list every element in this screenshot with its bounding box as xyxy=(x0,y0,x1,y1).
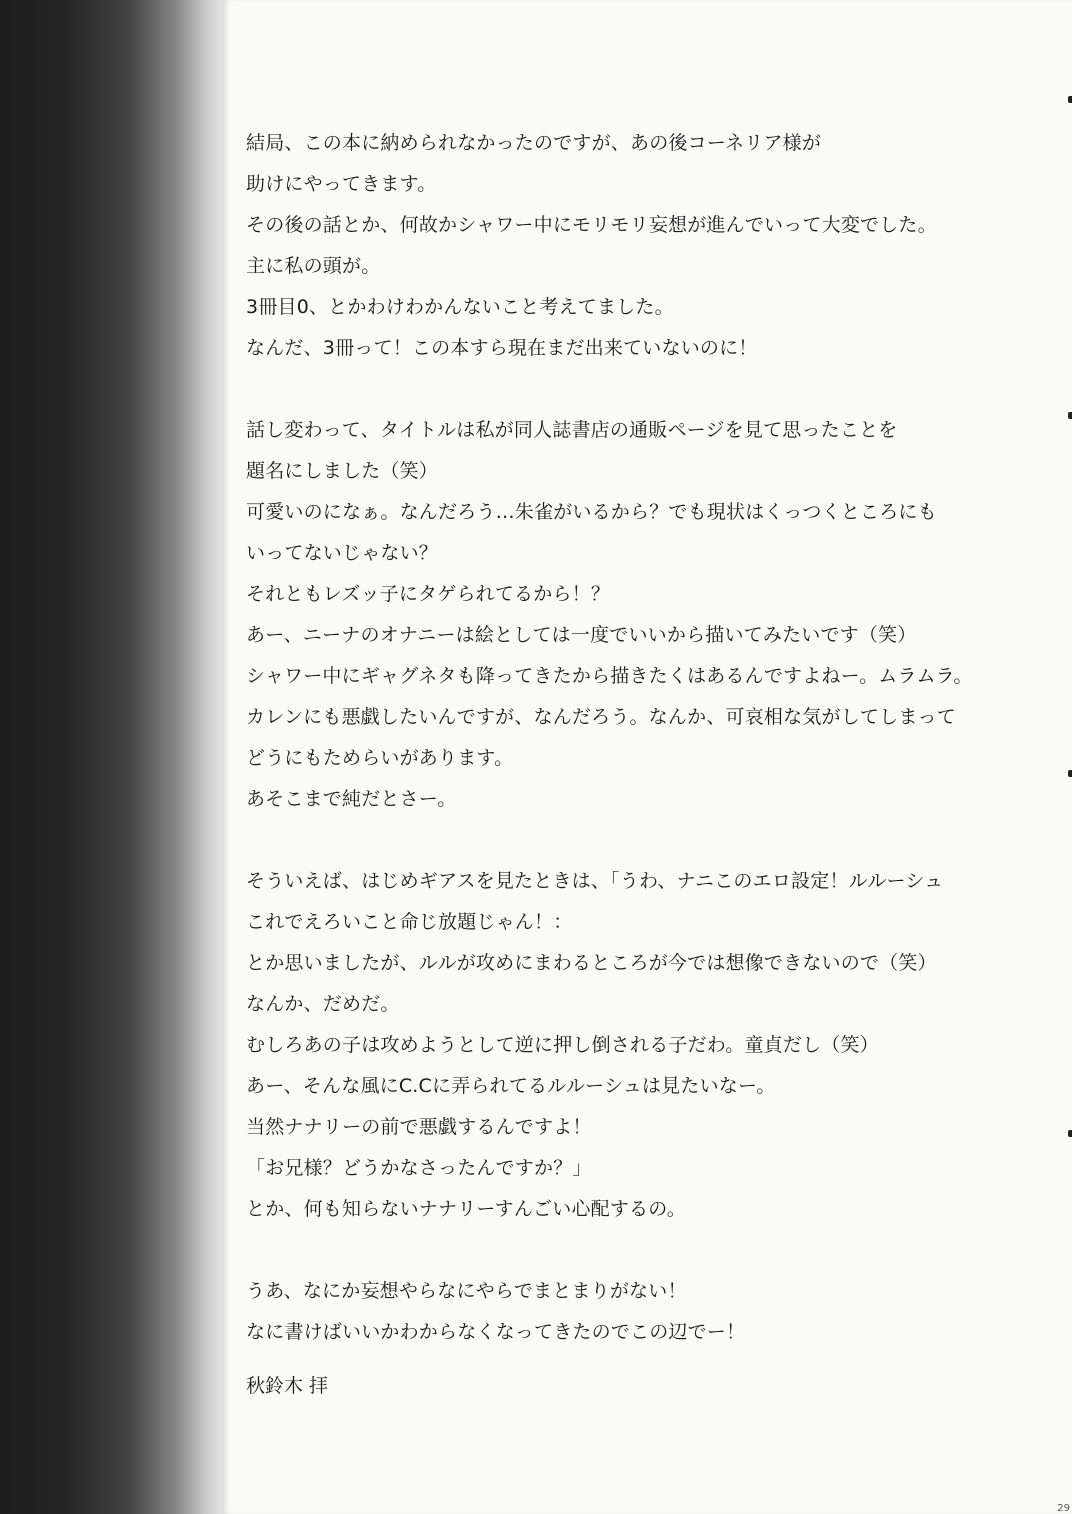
text-line: なんか、だめだ。 xyxy=(246,993,400,1015)
text-line: あそこまで純だとさー。 xyxy=(246,788,457,810)
page-number: 29 xyxy=(1057,1503,1070,1514)
text-line: むしろあの子は攻めようとして逆に押し倒される子だわ。童貞だし（笑） xyxy=(246,1034,879,1056)
text-line: あー、ニーナのオナニーは絵としては一度でいいから描いてみたいです（笑） xyxy=(246,624,917,646)
text-line: どうにもためらいがあります。 xyxy=(246,747,514,769)
text-line: カレンにも悪戯したいんですが、なんだろう。なんか、可哀相な気がしてしまって xyxy=(246,706,956,728)
text-line: とか、何も知らないナナリーすんごい心配するの。 xyxy=(246,1198,686,1220)
text-line: うあ、なにか妄想やらなにやらでまとまりがない！ xyxy=(246,1280,687,1302)
text-line: これでえろいこと命じ放題じゃん！： xyxy=(246,911,573,933)
text-line: 話し変わって、タイトルは私が同人誌書店の通販ページを見て思ったことを xyxy=(246,419,898,441)
text-line: 3冊目0、とかわけわかんないこと考えてました。 xyxy=(246,296,674,318)
edge-tab-mark xyxy=(1068,96,1072,103)
author-signature: 秋鈴木 拝 xyxy=(246,1375,329,1397)
text-line: それともレズッ子にタゲられてるから！？ xyxy=(246,583,611,605)
text-line: 助けにやってきます。 xyxy=(246,173,437,195)
binding-gutter-shadow xyxy=(0,0,222,1514)
text-line: 「お兄様？どうかなさったんですか？」 xyxy=(246,1157,592,1179)
text-line: 可愛いのになぁ。なんだろう…朱雀がいるから？でも現状はくっつくところにも xyxy=(246,501,937,523)
paragraph-gap xyxy=(246,1230,1056,1271)
text-line: シャワー中にギャグネタも降ってきたから描きたくはあるんですよねー。ムラムラ。 xyxy=(246,665,973,687)
text-line: あー、そんな風にC.Cに弄られてるルルーシュは見たいなー。 xyxy=(246,1075,776,1097)
text-line: なんだ、3冊って！この本すら現在まだ出来ていないのに！ xyxy=(246,337,758,359)
text-line: 題名にしました（笑） xyxy=(246,460,439,482)
text-line: その後の話とか、何故かシャワー中にモリモリ妄想が進んでいって大変でした。 xyxy=(246,214,937,236)
text-line: 当然ナナリーの前で悪戯するんですよ！ xyxy=(246,1116,592,1138)
paragraph-gap xyxy=(246,369,1056,410)
text-line: いってないじゃない？ xyxy=(246,542,439,564)
edge-tab-mark xyxy=(1068,770,1072,777)
edge-tab-mark xyxy=(1068,1130,1072,1137)
text-line: なに書けばいいかわからなくなってきたのでこの辺でー！ xyxy=(246,1321,746,1343)
paragraph-gap xyxy=(246,820,1056,861)
text-line: そういえば、はじめギアスを見たときは、「うわ、ナニこのエロ設定！ルルーシュ xyxy=(246,870,944,892)
text-line: とか思いましたが、ルルが攻めにまわるところが今では想像できないので（笑） xyxy=(246,952,937,974)
edge-tab-mark xyxy=(1068,412,1072,419)
text-line: 主に私の頭が。 xyxy=(246,255,381,277)
text-line: 結局、この本に納められなかったのですが、あの後コーネリア様が xyxy=(246,132,822,154)
afterword-text xyxy=(246,123,1056,1353)
